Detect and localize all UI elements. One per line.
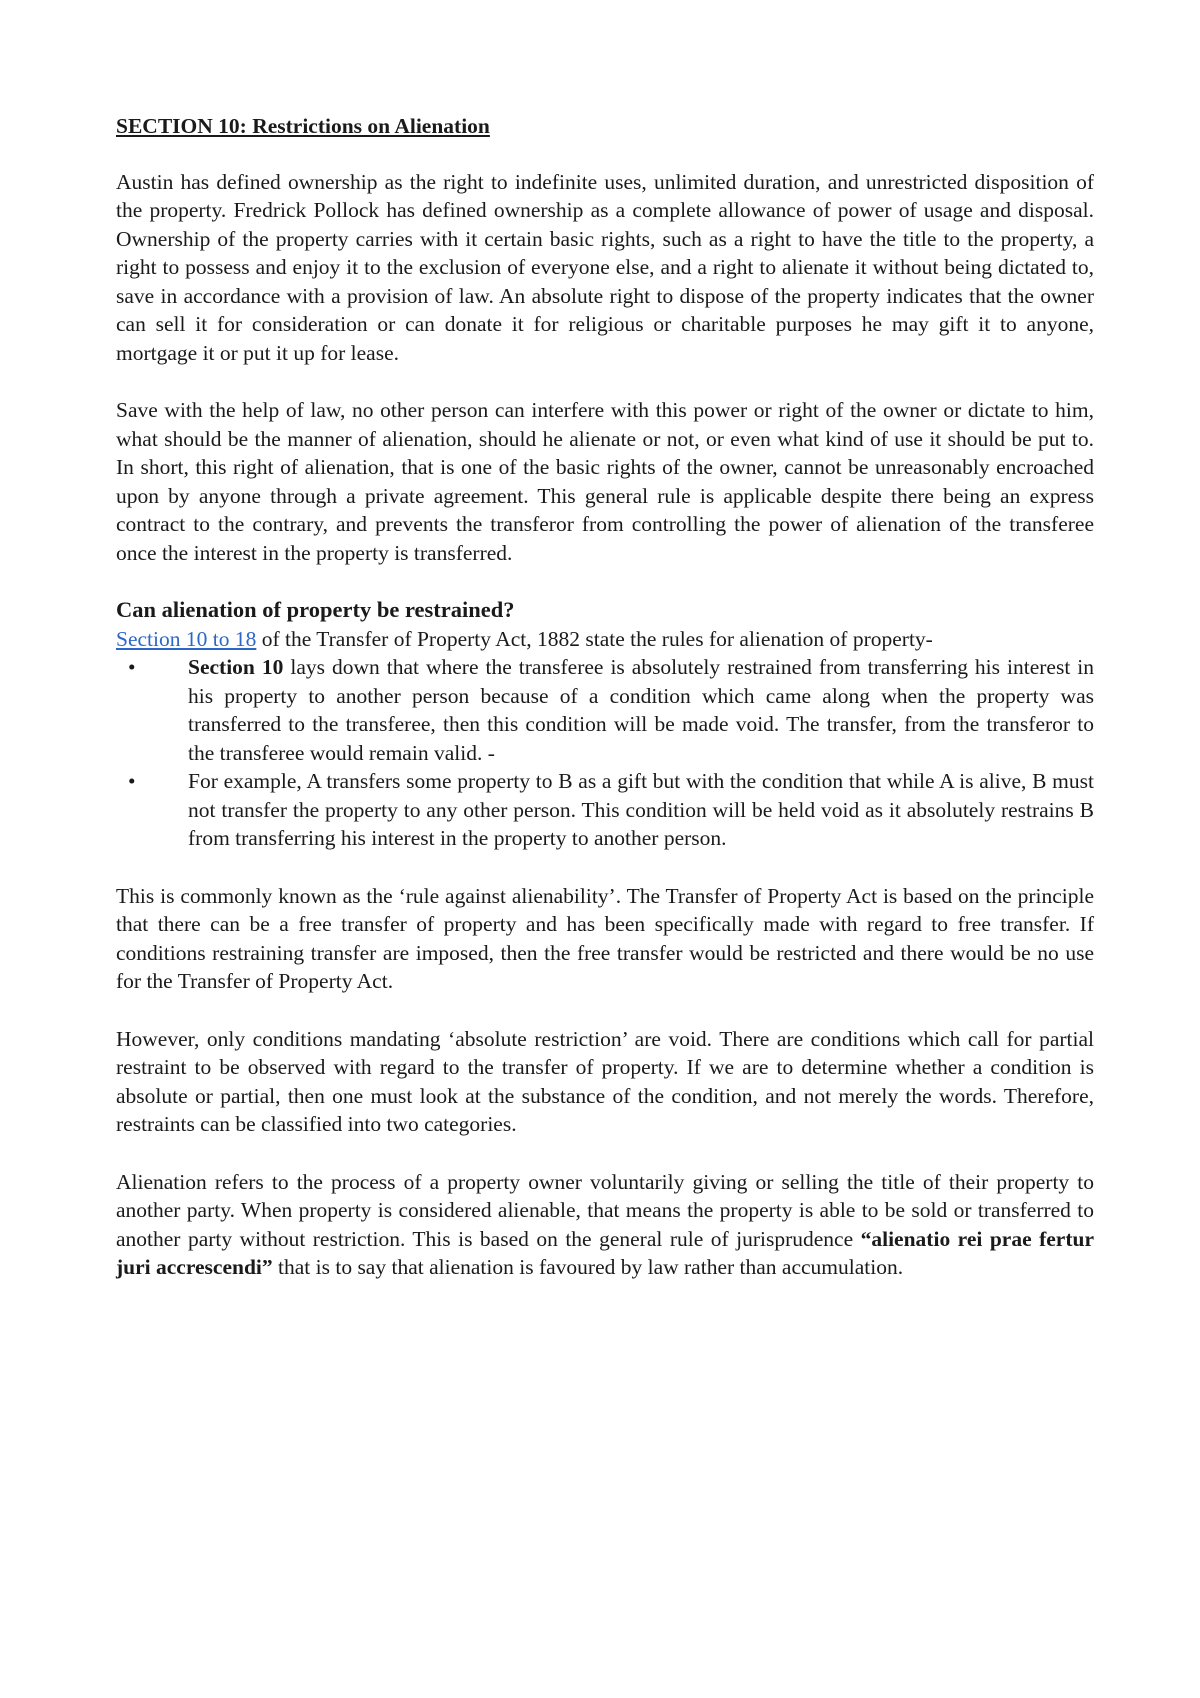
paragraph-text-before: Alienation refers to the process of a property owner voluntarily giving or selling the title of their property to another party. When property is considered alienable, that means the property is able to be sold or transferred to another party without restriction. This is based on the general rule of jurisprudence <box>116 1169 1094 1251</box>
section-intro <box>116 625 1094 654</box>
section-10-bold-lead: Section 10 <box>188 655 284 679</box>
document-page <box>116 112 1094 1311</box>
section-10-to-18-link[interactable]: Section 10 to 18 <box>116 626 257 651</box>
list-item <box>116 767 1094 853</box>
latin-maxim: “alienatio rei prae fertur juri accrescendi” <box>116 1226 1094 1279</box>
paragraph-text-after: that is to say that alienation is favoured by law rather than accumulation. <box>272 1255 904 1279</box>
paragraph-ownership: Austin has defined ownership as the right to indefinite uses, unlimited duration, and unrestricted disposition of the property. Fredrick Pollock has defined ownership as a complete allowance of power of usage and disposal. Ownership of the property carries with it certain basic rights, such as a right to have the title to the property, a right to possess and enjoy it to the exclusion of everyone else, and a right to alienate it without being dictated to, save in accordance with a provision of law. An absolute right to dispose of the property indicates that the owner can sell it for consideration or can donate it for religious or charitable purposes he may gift it to anyone, mortgage it or put it up for lease. <box>116 169 1094 365</box>
section-title: SECTION 10: Restrictions on Alienation <box>116 114 490 138</box>
paragraph-alienation-definition <box>116 1168 1094 1282</box>
rules-list <box>116 653 1094 853</box>
bullet-marker: • <box>128 769 136 793</box>
list-item <box>116 653 1094 767</box>
list-item-text: lays down that where the transferee is absolutely restrained from transferring his interest in his property to another person because of a condition which came along when the property was transferred to the transferee, then this condition will be made void. The transfer, from the transferor to the transferee would remain valid. - <box>188 655 1094 765</box>
paragraph-interference: Save with the help of law, no other person can interfere with this power or right of the owner or dictate to him, what should be the manner of alienation, should he alienate or not, or even what kind of use it should be put to. In short, this right of alienation, that is one of the basic rights of the owner, cannot be unreasonably encroached upon by anyone through a private agreement. This general rule is applicable despite there being an express contract to the contrary, and prevents the transferor from controlling the power of alienation of the transferee once the interest in the property is transferred. <box>116 398 1094 565</box>
paragraph-rule-against-alienability: This is commonly known as the ‘rule against alienability’. The Transfer of Property Act is based on the principle that there can be a free transfer of property and has been specifically made with regard to free transfer. If conditions restraining transfer are imposed, then the free transfer would be restricted and there would be no use for the Transfer of Property Act. <box>116 883 1094 993</box>
paragraph-absolute-restriction: However, only conditions mandating ‘absolute restriction’ are void. There are conditions which call for partial restraint to be observed with regard to the transfer of property. If we are to determine whether a condition is absolute or partial, then one must look at the substance of the condition, and not merely the words. Therefore, restraints can be classified into two categories. <box>116 1026 1094 1136</box>
question-heading: Can alienation of property be restrained? <box>116 597 515 622</box>
list-item-text: For example, A transfers some property to B as a gift but with the condition that while A is alive, B must not transfer the property to any other person. This condition will be held void as it absolutely restrains B from transferring his interest in the property to another person. <box>188 769 1094 850</box>
section-intro-text: of the Transfer of Property Act, 1882 state the rules for alienation of property- <box>256 626 933 651</box>
bullet-marker: • <box>128 655 136 679</box>
